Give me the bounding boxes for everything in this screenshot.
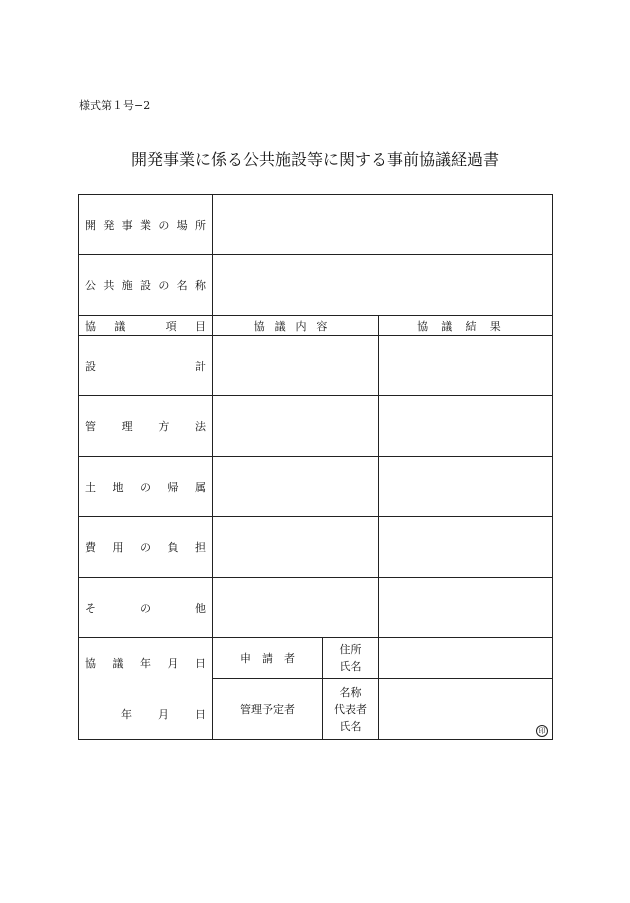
address-label: 住所: [339, 643, 362, 657]
seal-icon: 印: [536, 725, 548, 737]
facility-row: [79, 255, 553, 316]
content-field-cost[interactable]: [213, 517, 379, 578]
location-row: [79, 195, 553, 255]
content-field-other[interactable]: [213, 578, 379, 638]
date-cell: [79, 638, 213, 740]
location-field[interactable]: [213, 195, 553, 255]
content-field-land[interactable]: [213, 457, 379, 517]
item-row-design: [79, 336, 553, 396]
consultation-date-label: 協 議 年 月 日: [85, 657, 206, 671]
manager-name-label: 氏名: [339, 719, 362, 733]
applicant-field-labels: [323, 638, 379, 679]
name-label: 氏名: [339, 660, 362, 674]
second-date-line: 年 月 日: [121, 707, 206, 721]
header-row: [79, 316, 553, 336]
item-label-design: 設 計: [79, 336, 213, 396]
item-label-cost: 費 用 の 負 担: [79, 517, 213, 578]
result-field-land[interactable]: [379, 457, 553, 517]
location-label: 開 発 事 業 の 場 所: [79, 195, 213, 255]
item-label-land: 土 地 の 帰 属: [79, 457, 213, 517]
header-content: 協議内容: [213, 316, 379, 336]
manager-label: 管理予定者: [213, 679, 323, 740]
manager-field-labels: [323, 679, 379, 740]
document-title: 開発事業に係る公共施設等に関する事前協議経過書: [130, 150, 499, 169]
result-field-management[interactable]: [379, 396, 553, 457]
result-field-design[interactable]: [379, 336, 553, 396]
form-number: 様式第１号−2: [79, 99, 151, 112]
manager-value-field[interactable]: [379, 679, 553, 740]
applicant-label: 申 請 者: [213, 638, 323, 679]
facility-label: 公 共 施 設 の 名 称: [79, 255, 213, 316]
applicant-row: [79, 638, 553, 679]
header-item: 協 議 項 目: [79, 316, 213, 336]
item-row-cost: [79, 517, 553, 578]
header-result: 協議結果: [379, 316, 553, 336]
item-label-other: そ の 他: [79, 578, 213, 638]
item-label-management: 管 理 方 法: [79, 396, 213, 457]
applicant-value-field[interactable]: [379, 638, 553, 679]
item-row-other: [79, 578, 553, 638]
representative-label: 代表者: [334, 702, 367, 716]
company-name-label: 名称: [339, 685, 362, 699]
result-field-other[interactable]: [379, 578, 553, 638]
consultation-form-table: [78, 194, 553, 740]
result-field-cost[interactable]: [379, 517, 553, 578]
item-row-land: [79, 457, 553, 517]
content-field-management[interactable]: [213, 396, 379, 457]
facility-field[interactable]: [213, 255, 553, 316]
content-field-design[interactable]: [213, 336, 379, 396]
item-row-management: [79, 396, 553, 457]
